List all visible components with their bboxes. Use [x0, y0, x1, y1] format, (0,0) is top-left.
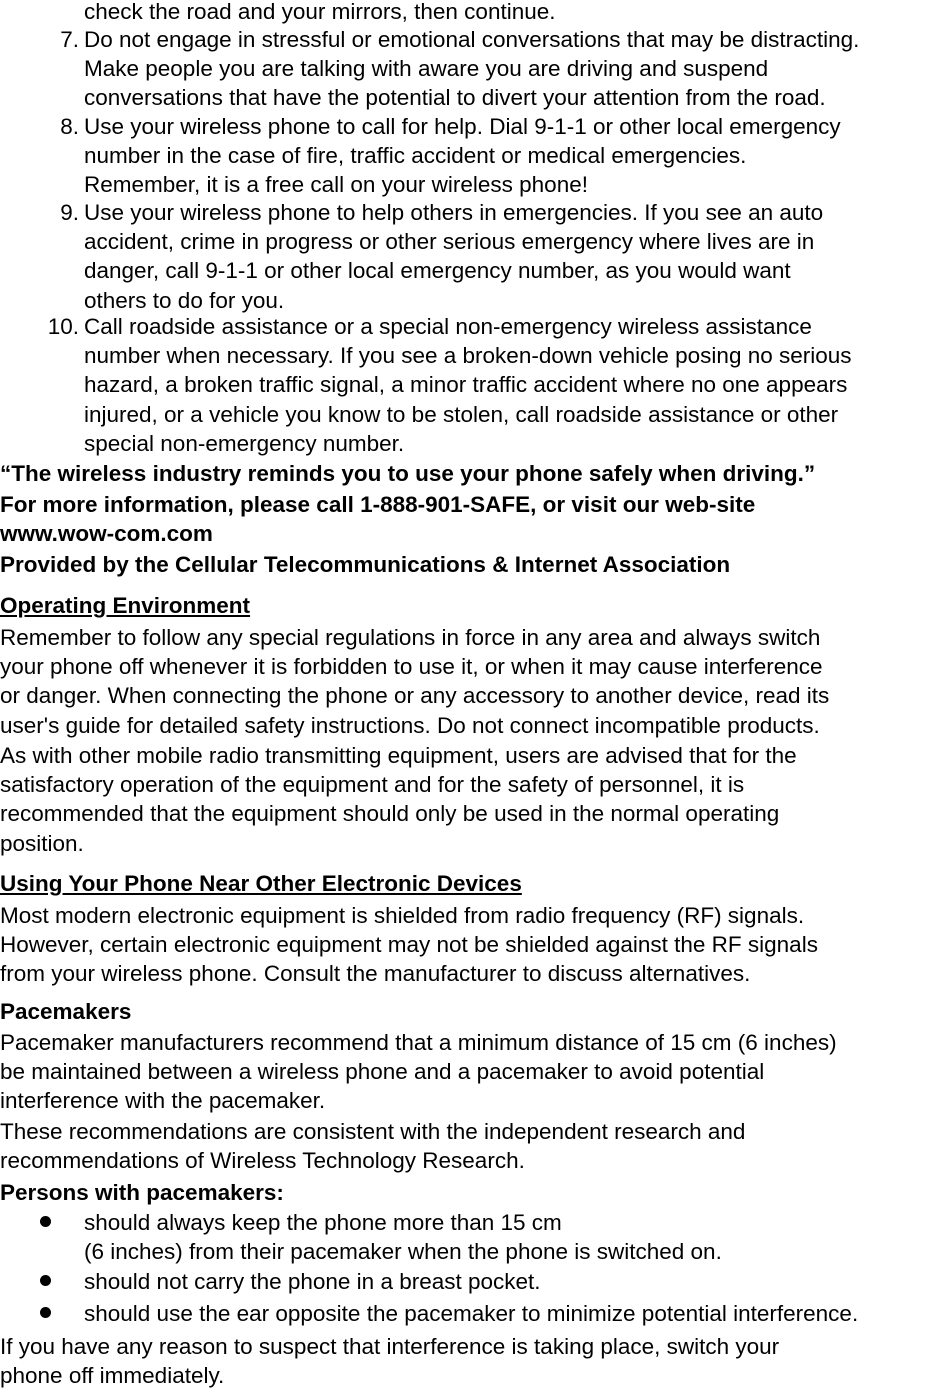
list-line: injured, or a vehicle you know to be stolen, call roadside assistance or other: [84, 401, 839, 427]
bullet-line: (6 inches) from their pacemaker when the phone is switched on.: [84, 1239, 722, 1265]
list-line: special non-emergency number.: [84, 430, 405, 456]
operating-environment-para-1: [0, 623, 945, 740]
paragraph-line: However, certain electronic equipment may not be shielded against the RF signals: [0, 932, 818, 958]
list-line: others to do for you.: [84, 287, 285, 313]
paragraph-line: interference with the pacemaker.: [0, 1088, 326, 1114]
list-item-8: [60, 112, 945, 200]
paragraph-line: be maintained between a wireless phone and a pacemaker to avoid potential: [0, 1059, 765, 1085]
list-line: conversations that have the potential to divert your attention from the road.: [84, 85, 826, 111]
list-number: 8.: [60, 114, 79, 139]
list-line: Call roadside assistance or a special non-emergency wireless assistance: [84, 314, 812, 339]
pacemakers-heading: Pacemakers: [0, 999, 132, 1024]
more-info-line: For more information, please call 1-888-901-SAFE, or visit our web-site: [0, 492, 756, 517]
electronic-devices-para: [0, 901, 945, 989]
bullet-icon: [40, 1275, 51, 1286]
operating-environment-para-2: [0, 741, 945, 858]
paragraph-line: Pacemaker manufacturers recommend that a minimum distance of 15 cm (6 inches): [0, 1030, 837, 1055]
bullet-line: should use the ear opposite the pacemaker to minimize potential interference.: [84, 1301, 859, 1326]
bullet-icon: [40, 1307, 51, 1318]
pacemakers-para-1: [0, 1028, 945, 1116]
list-item-9: [60, 198, 945, 315]
paragraph-line: phone off immediately.: [0, 1363, 225, 1389]
list-item-7: [60, 25, 945, 113]
provided-by-line: Provided by the Cellular Telecommunications & Internet Association: [0, 552, 731, 577]
bullet-item: [84, 1267, 945, 1296]
paragraph-line: Most modern electronic equipment is shielded from radio frequency (RF) signals.: [0, 903, 805, 928]
paragraph-line: user's guide for detailed safety instructions. Do not connect incompatible products.: [0, 712, 820, 738]
paragraph-line: your phone off whenever it is forbidden to use it, or when it may cause interference: [0, 654, 823, 680]
operating-environment-heading: Operating Environment: [0, 593, 251, 618]
list-item-10: [47, 312, 945, 458]
website-link[interactable]: www.wow-com.com: [0, 521, 213, 546]
list-line: accident, crime in progress or other serious emergency where lives are in: [84, 229, 815, 255]
list-item-continuation: check the road and your mirrors, then continue.: [84, 0, 556, 24]
paragraph-line: from your wireless phone. Consult the manufacturer to discuss alternatives.: [0, 961, 751, 987]
reminder-quote: “The wireless industry reminds you to use your phone safely when driving.”: [0, 461, 816, 486]
list-line: hazard, a broken traffic signal, a minor traffic accident where no one appears: [84, 372, 848, 398]
paragraph-line: position.: [0, 830, 84, 856]
list-line: Use your wireless phone to help others in emergencies. If you see an auto: [84, 200, 824, 225]
list-line: number when necessary. If you see a broken-down vehicle posing no serious: [84, 343, 852, 369]
paragraph-line: These recommendations are consistent with the independent research and: [0, 1119, 746, 1144]
paragraph-line: If you have any reason to suspect that interference is taking place, switch your: [0, 1334, 780, 1359]
pacemakers-para-2: [0, 1117, 945, 1175]
list-number: 9.: [60, 200, 79, 225]
paragraph-line: recommendations of Wireless Technology Research.: [0, 1148, 525, 1174]
list-number: 7.: [60, 27, 79, 52]
paragraph-line: As with other mobile radio transmitting equipment, users are advised that for the: [0, 743, 797, 768]
paragraph-line: recommended that the equipment should only be used in the normal operating: [0, 801, 780, 827]
paragraph-line: or danger. When connecting the phone or any accessory to another device, read its: [0, 683, 830, 709]
bullet-line: should not carry the phone in a breast pocket.: [84, 1269, 541, 1294]
bullet-line: should always keep the phone more than 15 cm: [84, 1210, 562, 1235]
list-line: Do not engage in stressful or emotional conversations that may be distracting.: [84, 27, 860, 52]
list-line: danger, call 9-1-1 or other local emergency number, as you would want: [84, 258, 791, 284]
list-line: Use your wireless phone to call for help. Dial 9-1-1 or other local emergency: [84, 114, 841, 139]
bullet-item: [84, 1299, 945, 1328]
bullet-item: [84, 1208, 945, 1266]
list-line: Remember, it is a free call on your wireless phone!: [84, 172, 588, 198]
bullet-icon: [40, 1216, 51, 1227]
paragraph-line: Remember to follow any special regulations in force in any area and always switch: [0, 625, 821, 650]
paragraph-line: satisfactory operation of the equipment and for the safety of personnel, it is: [0, 772, 745, 798]
list-line: Make people you are talking with aware you are driving and suspend: [84, 56, 769, 82]
pacemakers-closing-para: [0, 1332, 945, 1390]
persons-with-pacemakers-heading: Persons with pacemakers:: [0, 1180, 284, 1205]
list-line: number in the case of fire, traffic accident or medical emergencies.: [84, 143, 747, 169]
electronic-devices-heading: Using Your Phone Near Other Electronic Devices: [0, 871, 522, 896]
list-number: 10.: [47, 314, 79, 339]
